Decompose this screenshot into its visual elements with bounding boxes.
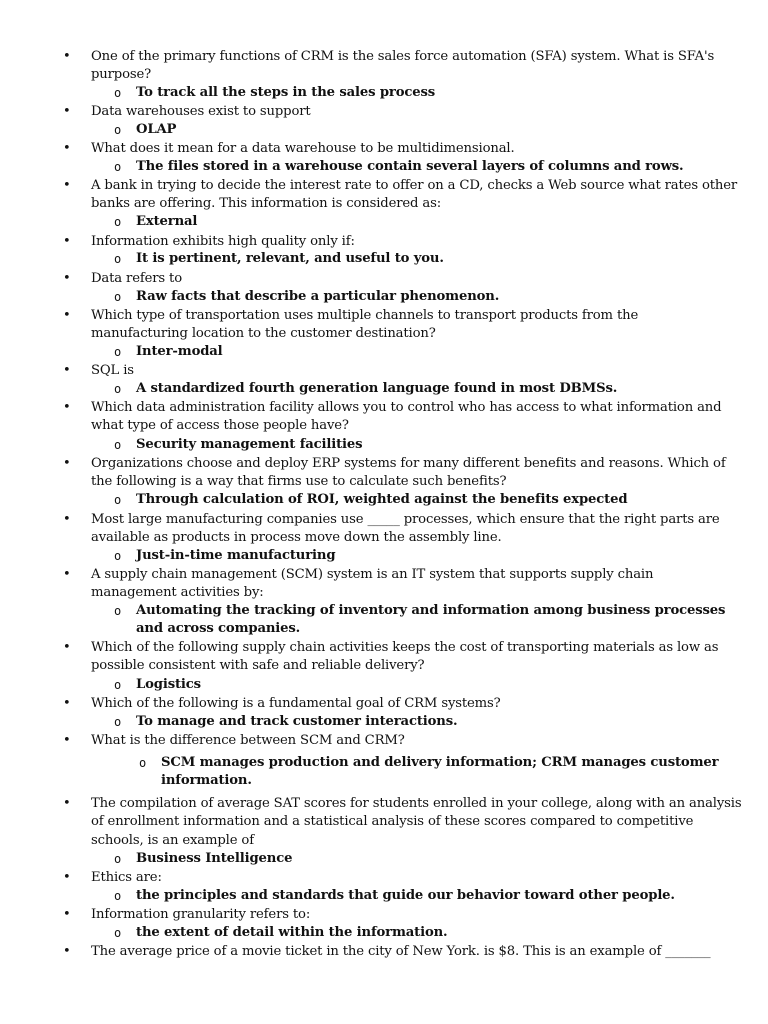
answer-text: the extent of detail within the information. bbox=[136, 925, 448, 940]
answer-text: Security management facilities bbox=[136, 437, 363, 452]
question-text: Information exhibits high quality only if: bbox=[91, 234, 355, 249]
bullet-icon: • bbox=[63, 870, 71, 885]
answer-text: SCM manages production and delivery information; CRM manages customer bbox=[161, 755, 719, 770]
question-text: The compilation of average SAT scores for students enrolled in your college, along with an analysis bbox=[91, 796, 742, 811]
answer-text: Inter-modal bbox=[136, 344, 223, 359]
sub-bullet-icon: o bbox=[114, 438, 122, 452]
bullet-icon: • bbox=[63, 400, 71, 415]
sub-bullet-icon: o bbox=[114, 123, 122, 137]
answer-text: Through calculation of ROI, weighted against the benefits expected bbox=[136, 492, 628, 507]
answer-text: Logistics bbox=[136, 677, 201, 692]
sub-bullet-icon: o bbox=[114, 160, 122, 174]
bullet-icon: • bbox=[63, 696, 71, 711]
bullet-icon: • bbox=[63, 234, 71, 249]
question-text: Which type of transportation uses multiple channels to transport products from the bbox=[91, 308, 639, 323]
question-text: Most large manufacturing companies use _____ processes, which ensure that the right parts are bbox=[91, 512, 720, 527]
answer-text: Raw facts that describe a particular phenomenon. bbox=[136, 289, 500, 304]
sub-bullet-icon: o bbox=[114, 86, 122, 100]
question-text: banks are offering. This information is considered as: bbox=[91, 196, 442, 212]
sub-bullet-icon: o bbox=[114, 852, 122, 866]
question-text: A supply chain management (SCM) system is an IT system that supports supply chain bbox=[91, 567, 654, 582]
question-text: what type of access those people have? bbox=[91, 418, 349, 434]
question-text: Which of the following is a fundamental goal of CRM systems? bbox=[91, 696, 501, 711]
question-text: A bank in trying to decide the interest rate to offer on a CD, checks a Web source what rates other bbox=[91, 178, 738, 193]
answer-text: Business Intelligence bbox=[136, 851, 293, 866]
bullet-icon: • bbox=[63, 944, 71, 959]
answer-text: and across companies. bbox=[136, 621, 301, 637]
answer-text: It is pertinent, relevant, and useful to you. bbox=[136, 251, 444, 266]
sub-bullet-icon: o bbox=[114, 926, 122, 940]
answer-text: To manage and track customer interactions. bbox=[136, 714, 458, 729]
question-text: available as products in process move down the assembly line. bbox=[91, 530, 502, 546]
bullet-icon: • bbox=[63, 49, 71, 64]
sub-bullet-icon: o bbox=[114, 678, 122, 692]
question-text: Ethics are: bbox=[91, 870, 162, 885]
sub-bullet-icon: o bbox=[114, 715, 122, 729]
answer-text: External bbox=[136, 214, 198, 229]
bullet-icon: • bbox=[63, 640, 71, 655]
question-text: manufacturing location to the customer destination? bbox=[91, 326, 436, 342]
bullet-icon: • bbox=[63, 308, 71, 323]
question-text: management activities by: bbox=[91, 585, 264, 601]
sub-bullet-icon: o bbox=[114, 604, 122, 618]
bullet-icon: • bbox=[63, 104, 71, 119]
sub-bullet-icon: o bbox=[114, 549, 122, 563]
answer-text: To track all the steps in the sales process bbox=[136, 85, 436, 100]
answer-text: OLAP bbox=[136, 122, 177, 137]
question-text: What does it mean for a data warehouse to be multidimensional. bbox=[91, 141, 515, 156]
question-text: Which data administration facility allows you to control who has access to what information and bbox=[91, 400, 722, 415]
sub-bullet-icon: o bbox=[114, 215, 122, 229]
question-text: purpose? bbox=[91, 67, 152, 83]
question-text: Information granularity refers to: bbox=[91, 907, 311, 922]
answer-text: The files stored in a warehouse contain several layers of columns and rows. bbox=[136, 159, 684, 174]
question-text: Organizations choose and deploy ERP systems for many different benefits and reasons. Which of bbox=[91, 456, 726, 471]
sub-bullet-icon: o bbox=[114, 493, 122, 507]
sub-bullet-icon: o bbox=[139, 756, 147, 770]
bullet-icon: • bbox=[63, 907, 71, 922]
question-text: What is the difference between SCM and CRM? bbox=[91, 733, 405, 748]
bullet-icon: • bbox=[63, 141, 71, 156]
bullet-icon: • bbox=[63, 796, 71, 811]
question-text: possible consistent with safe and reliable delivery? bbox=[91, 658, 425, 674]
bullet-icon: • bbox=[63, 567, 71, 582]
question-text: of enrollment information and a statistical analysis of these scores compared to competitive bbox=[91, 814, 694, 830]
bullet-icon: • bbox=[63, 512, 71, 527]
sub-bullet-icon: o bbox=[114, 889, 122, 903]
question-text: One of the primary functions of CRM is the sales force automation (SFA) system. What is SFA's bbox=[91, 49, 715, 64]
bullet-icon: • bbox=[63, 456, 71, 471]
bullet-icon: • bbox=[63, 178, 71, 193]
sub-bullet-icon: o bbox=[114, 290, 122, 304]
bullet-icon: • bbox=[63, 363, 71, 378]
answer-text: A standardized fourth generation language found in most DBMSs. bbox=[136, 381, 618, 396]
question-text: the following is a way that firms use to calculate such benefits? bbox=[91, 474, 507, 490]
bullet-icon: • bbox=[63, 271, 71, 286]
sub-bullet-icon: o bbox=[114, 345, 122, 359]
answer-text: Automating the tracking of inventory and information among business processes bbox=[136, 603, 726, 618]
question-text: The average price of a movie ticket in the city of New York. is $8. This is an example of _______ bbox=[91, 944, 711, 959]
question-text: Data warehouses exist to support bbox=[91, 104, 311, 119]
question-text: schools, is an example of bbox=[91, 832, 254, 848]
question-text: Which of the following supply chain activities keeps the cost of transporting materials as low as bbox=[91, 640, 719, 655]
sub-bullet-icon: o bbox=[114, 252, 122, 266]
bullet-icon: • bbox=[63, 733, 71, 748]
answer-text: the principles and standards that guide our behavior toward other people. bbox=[136, 888, 675, 903]
question-text: Data refers to bbox=[91, 271, 182, 286]
sub-bullet-icon: o bbox=[114, 382, 122, 396]
question-text: SQL is bbox=[91, 363, 134, 378]
answer-text: Just-in-time manufacturing bbox=[136, 548, 336, 563]
answer-text: information. bbox=[161, 773, 252, 789]
